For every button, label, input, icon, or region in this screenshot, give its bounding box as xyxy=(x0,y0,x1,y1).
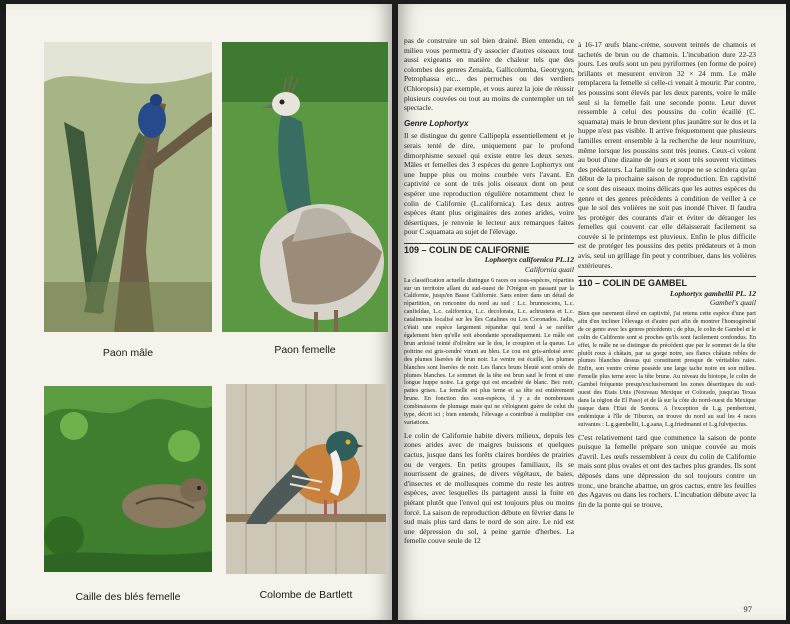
entry-109-latin: Lophortyx californica PL.12 xyxy=(484,255,574,265)
paragraph-genre: Il se distingue du genre Callipepla essentiellement et je serais tenté de dire, uniquement par le profond dimorphisme sexuel qui existe entre les deux sexes. Mâles et femelles des 3 espèces du genre Lophortyx ont une huppe plus ou moins courbée vers l'avant. En captivité ce sont de très jolis oiseaux dont on peut espérer une reproduction régulière notamment chez le colin de Californie (L.californica). Les deux autres espèces étant plus originaires des zones arides, voire désertiques, je renvoie le lecteur aux remarques faites pour C.squamata au sujet de l'élevage. xyxy=(404,131,574,237)
page-number: 97 xyxy=(743,604,752,614)
caption-bartlett-dove: Colombe de Bartlett xyxy=(259,589,353,601)
caption-peacock-male: Paon mâle xyxy=(102,347,154,359)
photo-bartlett-dove xyxy=(226,384,386,574)
photo-peacock-female xyxy=(222,42,388,332)
column-left-text xyxy=(404,36,574,546)
photo-quail-female xyxy=(44,386,212,572)
paragraph-eggs: à 16-17 œufs blanc-crème, souvent teintés de chamois et tachetés de brun ou de chamois. L'incubation dure 22-23 jours. Les œufs sont un peu pyriformes (en forme de poire) brillants et mesurent environ 32 × 24 mm. Le mâle remplacera la femelle si celle-ci venait à mourir. Par contre, les poussins sont élevés par les deux parents, voire le mâle seul si la femelle fait une seconde ponte. Leur duvet ressemble à celui des poussins du colin écaillé (C. squamata) mais le brun devient plus jaunâtre sur le dos et la huppe n'est pas visible. Il arrive fréquemment que plusieurs familles errent ensemble à la recherche de leur nourriture, même lorsque les poussins sont très jeunes. Ceux-ci volent au bout d'une dizaine de jours et sont très souvent victimes des prédateurs. La famille ou le groupe ne se scindera qu'au début de la prochaine saison de reproduction. En captivité ce sont des oiseaux moins délicats que les autres espèces du genre et des genres précédents à condition de veiller à ce que le sol des volières ne soit pas inondé l'hiver. Il faudra les protéger des courants d'air et éviter de déranger les femelles qui couvent car elle délaisserait facilement sa couvée si le printemps est pluvieux. Enfin le plus difficile est de protéger les poussins des petits prédateurs et à mon avis, seul un grillage fin peut y contribuer, dans les volières extérieures. xyxy=(578,40,756,270)
entry-110-latin: Lophortyx gambellii PL. 12 xyxy=(669,288,756,298)
entry-110-text: C'est relativement tard que commence la saison de ponte puisque la femelle prépare son unique couvée au mois d'avril. Les œufs ressemblent à ceux du colin de Californie mais sont plus ovales et ont des taches plus grandes. Ils sont déposés dans une dépression du sol toujours contre un tronc, une branche abattue, un gros cactus, entre les feuilles des Agaves ou dans les rochers. L'incubation débute avec la fin de la ponte qui se trouve, xyxy=(578,432,756,509)
photo-peacock-male xyxy=(44,42,212,332)
column-right xyxy=(578,40,756,509)
left-page xyxy=(6,4,392,620)
entry-109-title: 109 – COLIN DE CALIFORNIE xyxy=(404,243,574,256)
entry-109-text: Le colin de Californie habite divers milieux, depuis les zones arides avec de maigres buissons et quelques cactus, jusque dans les forêts claires bordées de prairies ou de vergers. En petits groupes familiaux, ils se nourrissent de graines, de divers végétaux, de baies, d'insectes et de mollusques comme du reste les autres espèces, avec lesquelles ils partagent aussi la fuite en piétant plutôt que l'envol qui est toujours plus ou moins forcé. La saison de reproduction débute en février dans le sud mais plus tard dans le nord de son aire. Le nid est une dépression du sol, à peine garnie d'herbes. La femelle couve seule de 12 xyxy=(404,430,574,546)
genre-heading: Genre Lophortyx xyxy=(404,118,469,128)
entry-109-description: La classification actuelle distingue 6 races ou sous-espèces, réparties sur un territoire allant du sud-ouest de l'Orégon en passant par la Californie, jusqu'en Basse Californie. Sans entrer dans un détail de répartition, on rencontre du nord au sud : L.c. brunnescens, L.c. canfieldae, L.c. californica, L.c. decolorata, L.c. achrustera et L.c. catalinensis localisé sur les îles Catalines ou Los Coronados. Jadis, c'était une espèce largement répandue qui tend à se raréfier également bien qu'elle soit abondante sporadiquement. Le mâle est brun ardoisé teinté d'olivâtre sur le dos, le croupion et la queue. La poitrine est gris-cendré virant au bleu. Le cou est gris-ardoisé avec des plumes liserées de brun noir. Le ventre est écaillé, les plumes blanches sont liserées de noir. Les flancs bruns bleuté sont ornés de plumes blanches. Le sommet de la tête est brun sauf le front et une longue huppe noire. La gorge qui est encadrée de blanc. Bec noir, pattes grises. La femelle est plus terne et sa tête est entièrement brune. En fonction des sous-espèces, il y a de nombreuses combinaisons de plumage mais qui ne s'éloignent guère de celui du type, décrit ici ; bien entendu, l'élevage a contribué à multiplier ces variations. xyxy=(404,277,574,426)
entry-110-common: Gambel's quail xyxy=(709,298,756,308)
caption-quail-female: Caille des blés femelle xyxy=(75,591,181,603)
entry-110-title: 110 – COLIN DE GAMBEL xyxy=(578,276,756,289)
caption-peacock-female: Paon femelle xyxy=(274,344,336,356)
paragraph-intro: pas de construire un sol bien drainé. Bien entendu, ce milieu vous permettra d'y associer d'autres oiseaux tout aussi exigeants en matière de chaleur tels que des colombes des genres Zenaida, Gallicolumba, Geotrygon, Petrophassa etc... des perruches ou des verdiers (Chloropsis) par exemple, et vous aurez la joie de réussir plusieurs couvées ou tout au moins de contempler un tel spectacle. xyxy=(404,36,574,113)
entry-110-description: Bien que rarement élevé en captivité, j'ai retenu cette espèce d'une part afin d'en incliner l'élevage et d'autre part afin de montrer l'homogénéité de ce genre avec les genres précédents ; de plus, le colin de Gambel et le colin de Californie sont si proches qu'ils sont facilement confondus. En effet, le mâle ne se distingue du précédent que par le sommet de la tête plutôt roux à châtain, par sa gorge noire, ses flancs châtain rebles de plumes blanches dessus qui constituent presque de véritables raies. Enfin, son ventre crème possède une large tache noire en son milieu. Femelle plus terne avec la tête brune. Au niveau du biotope, le colin de Gambel fréquente presqu'exclusivement les zones désertiques du sud-ouest des Etats Unis (Nouveau Mexique et Colorado, jusqu'au Texas dans la région de El Paso) et de là sur la côte du nord-ouest du Mexique jusque dans l'Etat de Sonora. A l'exception de L.g. pembertoni, endémique à l'île de Tiburon, on trouve du nord au sud les 4 races suivantes : L.g.gambellii, L.g.sana, L.g.friedmanni et L.g.fulvipectus. xyxy=(578,311,756,428)
entry-109-common: California quail xyxy=(524,265,574,275)
